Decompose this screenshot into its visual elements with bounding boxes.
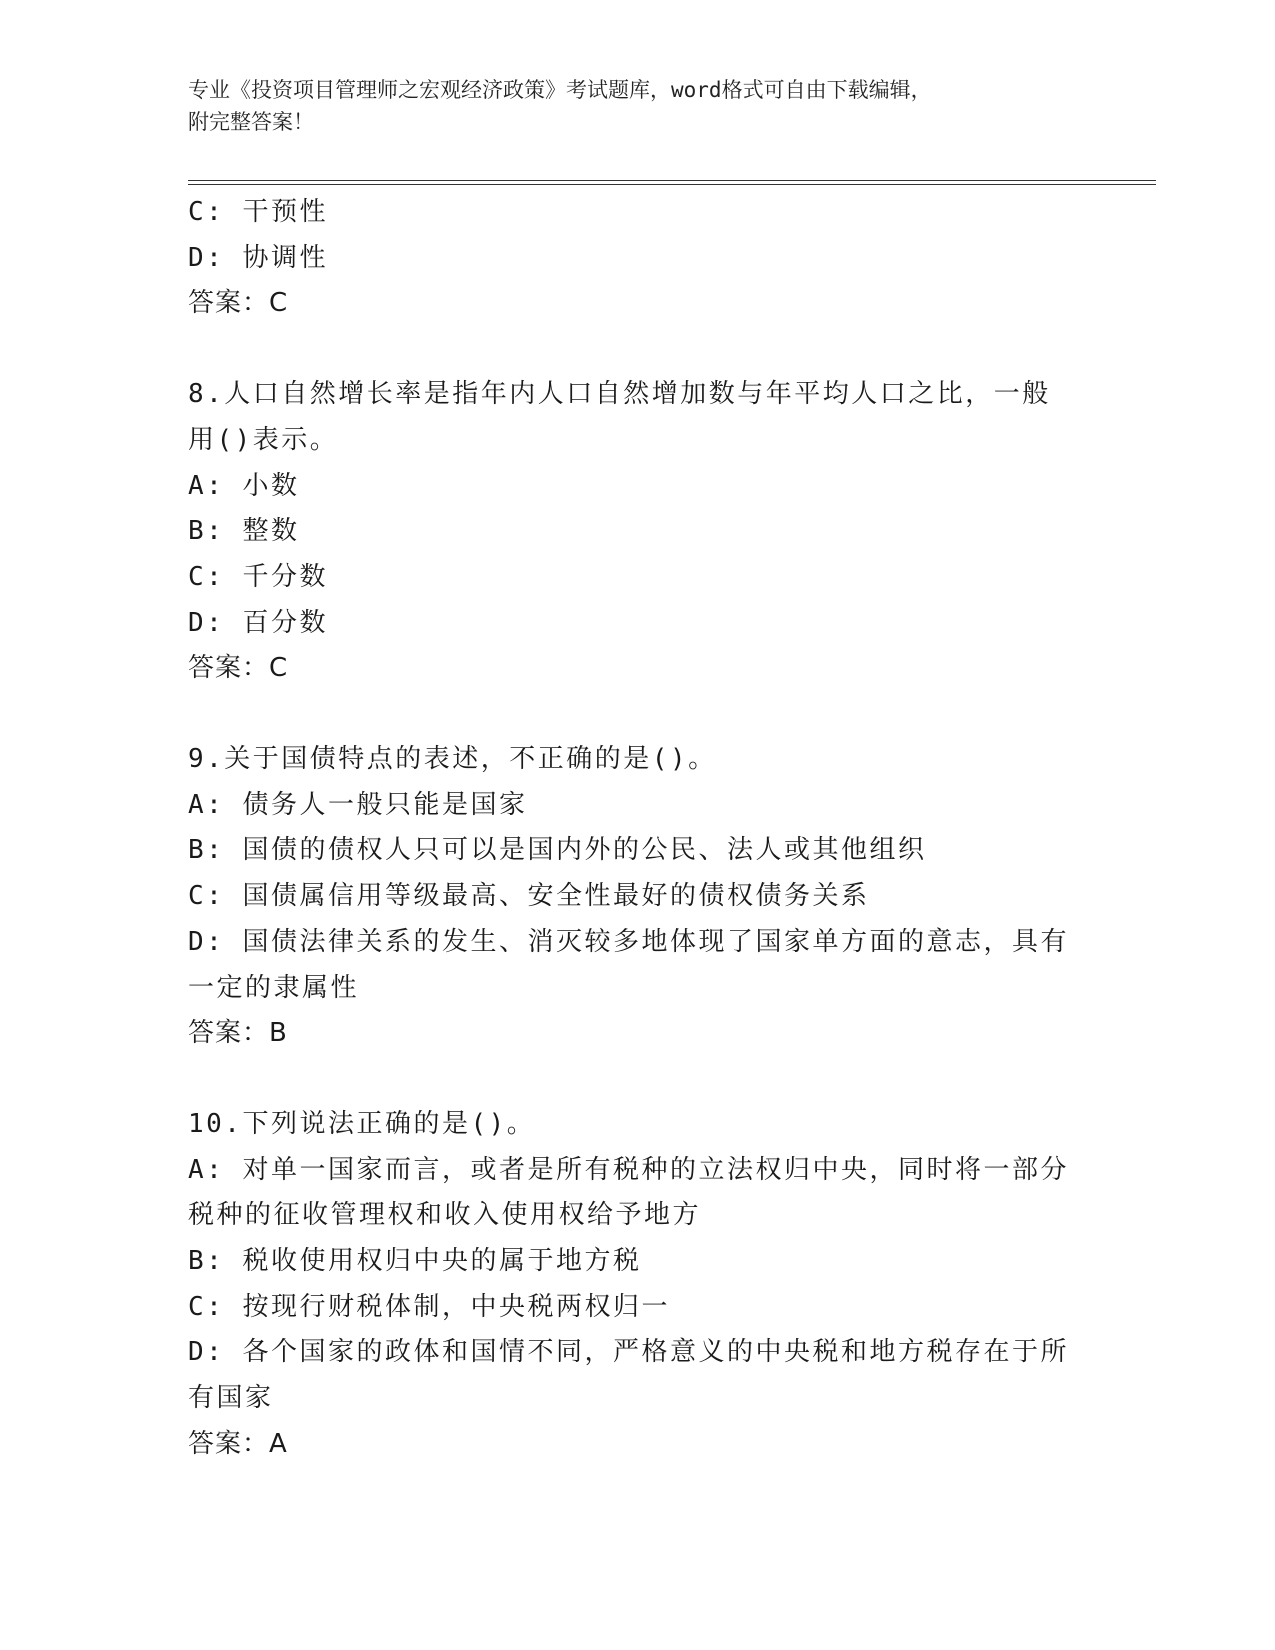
option-b: B: 整数 bbox=[188, 516, 300, 547]
answer-line: 答案：B bbox=[188, 1018, 288, 1049]
option-d: D: 协调性 bbox=[188, 242, 328, 273]
option-c: C: 干预性 bbox=[188, 197, 328, 227]
question-stem-continued: 用()表示。 bbox=[188, 424, 339, 455]
question-list bbox=[188, 190, 1088, 1468]
answer-line: 答案：A bbox=[188, 1428, 288, 1459]
answer-line: 答案：C bbox=[188, 288, 289, 319]
previous-question-tail bbox=[188, 190, 1088, 327]
question-10 bbox=[188, 1102, 1088, 1468]
question-9 bbox=[188, 737, 1088, 1057]
option-a: A: 债务人一般只能是国家 bbox=[188, 789, 528, 820]
answer-line: 答案：C bbox=[188, 653, 289, 684]
question-8 bbox=[188, 372, 1088, 692]
document-header bbox=[188, 74, 1088, 138]
option-b: B: 国债的债权人只可以是国内外的公民、法人或其他组织 bbox=[188, 835, 927, 866]
option-d: D: 国债法律关系的发生、消灭较多地体现了国家单方面的意志，具有 bbox=[188, 926, 1069, 957]
option-d: D: 各个国家的政体和国情不同，严格意义的中央税和地方税存在于所 bbox=[188, 1337, 1069, 1368]
option-d-continued: 一定的隶属性 bbox=[188, 972, 360, 1003]
header-divider-top bbox=[188, 180, 1156, 181]
question-stem: 8.人口自然增长率是指年内人口自然增加数与年平均人口之比，一般 bbox=[188, 379, 1051, 410]
question-stem: 9.关于国债特点的表述，不正确的是()。 bbox=[188, 744, 717, 775]
question-stem: 10.下列说法正确的是()。 bbox=[188, 1108, 536, 1139]
option-d-continued: 有国家 bbox=[188, 1383, 274, 1414]
option-b: B: 税收使用权归中央的属于地方税 bbox=[188, 1246, 642, 1277]
header-line-1: 专业《投资项目管理师之宏观经济政策》考试题库，word格式可自由下载编辑， bbox=[188, 78, 932, 102]
option-a: A: 对单一国家而言，或者是所有税种的立法权归中央，同时将一部分 bbox=[188, 1154, 1069, 1185]
option-c: C: 千分数 bbox=[188, 561, 328, 592]
option-d: D: 百分数 bbox=[188, 607, 328, 638]
option-a: A: 小数 bbox=[188, 470, 300, 501]
header-line-2: 附完整答案！ bbox=[188, 110, 314, 134]
header-divider-bottom bbox=[188, 184, 1156, 185]
option-c: C: 国债属信用等级最高、安全性最好的债权债务关系 bbox=[188, 881, 870, 912]
option-a-continued: 税种的征收管理权和收入使用权给予地方 bbox=[188, 1200, 702, 1231]
option-c: C: 按现行财税体制，中央税两权归一 bbox=[188, 1291, 670, 1322]
